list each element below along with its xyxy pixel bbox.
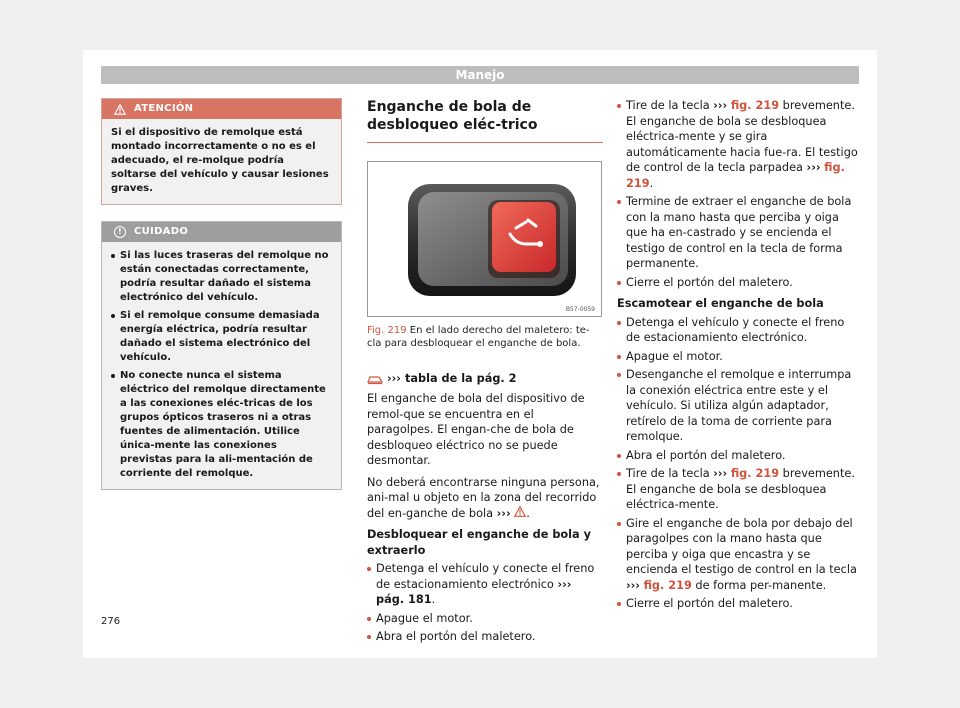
step-item: Termine de extraer el enganche de bola con la mano hasta que perciba y oiga que ha en-castrado y se encienda el testigo de control en la tecla de forma permanente. <box>617 194 860 272</box>
figure-link[interactable]: fig. 219 <box>730 467 780 480</box>
warning-triangle-icon[interactable] <box>514 506 526 517</box>
page-link[interactable]: pág. 181 <box>376 593 432 606</box>
page <box>83 50 877 658</box>
step-item <box>617 516 860 594</box>
step-item: Detenga el vehículo y conecte el freno de estacionamiento electrónico. <box>617 315 860 346</box>
paragraph-1: El enganche de bola del dispositivo de remol-que se encuentra en el paragolpes. El engan-che de bola de desbloqueo eléctrico no se puede desmontar. <box>367 392 585 467</box>
step-item <box>367 561 603 608</box>
ref-arrow: ››› <box>626 578 640 592</box>
step-item: Abra el portón del maletero. <box>617 448 860 464</box>
ref-arrow: ››› <box>557 577 572 591</box>
ref-arrow: ››› <box>387 372 401 385</box>
step-item: Desenganche el remolque e interrumpa la conexión eléctrica entre este y el vehículo. Si utiliza algún adaptador, retírelo de la toma de corriente para remolque. <box>617 367 860 445</box>
step-text: de forma per-manente. <box>695 578 827 592</box>
step-item: Cierre el portón del maletero. <box>617 596 860 612</box>
figure-link[interactable]: fig. 219 <box>730 99 780 112</box>
car-symbol-icon <box>367 373 383 385</box>
caption-text: En el lado derecho del maletero: te-cla para desbloquear el enganche de bola. <box>367 325 590 349</box>
step-end: . <box>431 593 436 606</box>
step-end: . <box>649 176 654 190</box>
figure-label: Fig. 219 <box>367 325 407 336</box>
subheading-retract: Escamotear el enganche de bola <box>617 297 824 310</box>
step-text: Gire el enganche de bola por debajo del paragolpes con la mano hasta que perciba y oiga que encastra y se encienda el testigo de control en la tecla <box>626 516 857 576</box>
figure-caption <box>367 324 603 350</box>
step-item <box>617 98 860 191</box>
header-band <box>101 66 859 84</box>
step-item: Apague el motor. <box>367 611 603 627</box>
unlock-button <box>492 202 556 272</box>
column-left <box>101 98 342 506</box>
ref-text: tabla de la pág. 2 <box>404 372 517 385</box>
figure-link[interactable]: fig. 219 <box>626 161 845 190</box>
paragraph-2-text: No deberá encontrarse ninguna persona, ani-mal u objeto en la zona del recorrido del en-ganche de bola <box>367 475 600 520</box>
step-item: Abra el portón del maletero. <box>367 629 603 645</box>
step-item <box>617 466 860 513</box>
caution-body <box>102 242 341 489</box>
column-middle <box>367 98 603 645</box>
step-text: Tire de la tecla <box>626 99 710 112</box>
exclamation-circle-icon: ! <box>114 226 126 238</box>
caution-item: No conecte nunca el sistema eléctrico del remolque directamente a las conexiones eléc-tricas de los grupos ópticos traseros ni a otras fuentes de alimentación. Utilice única-mente las conexiones previstas para la ali-mentación de corriente del remolque. <box>111 369 332 481</box>
unlock-button-illustration <box>368 162 601 316</box>
paragraph-2 <box>367 475 603 522</box>
ref-arrow: ››› <box>713 99 728 112</box>
step-text: brevemente. El enganche de bola se desbloquea eléctrica-mente y se gira automáticamente hacia fue-ra. El testigo de control de la tecla parpadea <box>626 99 858 174</box>
caution-header <box>102 222 341 242</box>
figure-link[interactable]: fig. 219 <box>643 578 692 592</box>
paragraph-2-end: . <box>526 506 530 520</box>
caution-item: Si las luces traseras del remolque no están conectadas correctamente, podría resultar dañado el sistema electrónico del vehículo. <box>111 249 332 305</box>
step-text: Detenga el vehículo y conecte el freno de estacionamiento electrónico <box>376 562 595 591</box>
warning-title: ATENCIÓN <box>134 103 194 114</box>
section-title: Enganche de bola de desbloqueo eléc-trico <box>367 98 603 143</box>
page-number: 276 <box>101 616 121 627</box>
caution-title: CUIDADO <box>134 226 189 237</box>
header-title: Manejo <box>455 68 505 82</box>
ref-arrow: ››› <box>713 467 728 480</box>
warning-header <box>102 99 341 119</box>
warning-box <box>101 98 342 205</box>
column-right <box>617 98 860 612</box>
figure-code: B57-0059 <box>565 306 595 313</box>
figure-219 <box>367 161 602 317</box>
caution-box <box>101 221 342 490</box>
ref-arrow: ››› <box>806 161 821 174</box>
step-item: Apague el motor. <box>617 349 860 365</box>
subheading-unlock: Desbloquear el enganche de bola y extraerlo <box>367 528 591 557</box>
table-reference[interactable] <box>367 372 603 385</box>
step-text: Tire de la tecla <box>626 467 710 480</box>
ref-arrow: ››› <box>496 506 511 520</box>
warning-text: Si el dispositivo de remolque está montado incorrectamente o no es el adecuado, el re-molque podría soltarse del vehículo y causar lesiones graves. <box>102 119 341 204</box>
step-text: brevemente. El enganche de bola se desbloquea eléctrica-mente. <box>626 467 855 511</box>
caution-item: Si el remolque consume demasiada energía eléctrica, podría resultar dañado el sistema electrónico del vehículo. <box>111 309 332 365</box>
step-item: Cierre el portón del maletero. <box>617 275 860 291</box>
warning-triangle-icon <box>114 104 126 115</box>
